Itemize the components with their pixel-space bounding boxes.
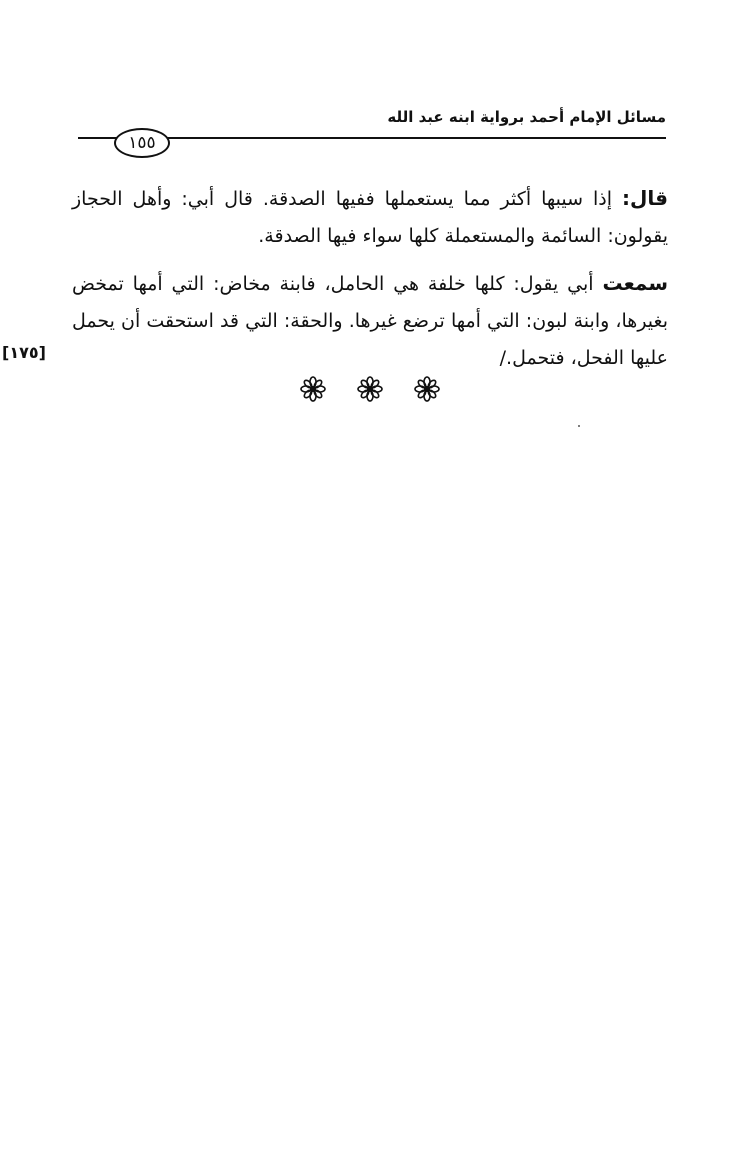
running-header-title: مسائل الإمام أحمد برواية ابنه عبد الله	[387, 108, 666, 126]
paragraph-text: أبي يقول: كلها خلفة هي الحامل، فابنة مخاض: التي أمها تمخض بغيرها، وابنة لبون: التي أمها ترضع غيرها. والحقة: التي قد استحقت أن يحمل عليها الفحل، فتحمل./	[72, 273, 668, 369]
page-number: ١٥٥	[114, 128, 170, 158]
paragraph-text: إذا سيبها أكثر مما يستعملها ففيها الصدقة. قال أبي: وأهل الحجاز يقولون: السائمة والمستعملة كلها سواء فيها الصدقة.	[72, 188, 668, 247]
paragraph-lead-word: سمعت	[602, 271, 668, 295]
flower-ornament-icon	[414, 376, 440, 402]
paragraph	[72, 180, 668, 255]
body-text	[72, 180, 668, 377]
paragraph	[72, 265, 668, 377]
paragraph-lead-word: قال:	[622, 186, 668, 210]
flower-ornament-icon	[300, 376, 326, 402]
margin-reference-number: [١٧٥]	[2, 343, 46, 362]
flower-ornament-icon	[357, 376, 383, 402]
scan-speck	[578, 425, 580, 427]
section-divider-ornaments	[300, 376, 440, 402]
